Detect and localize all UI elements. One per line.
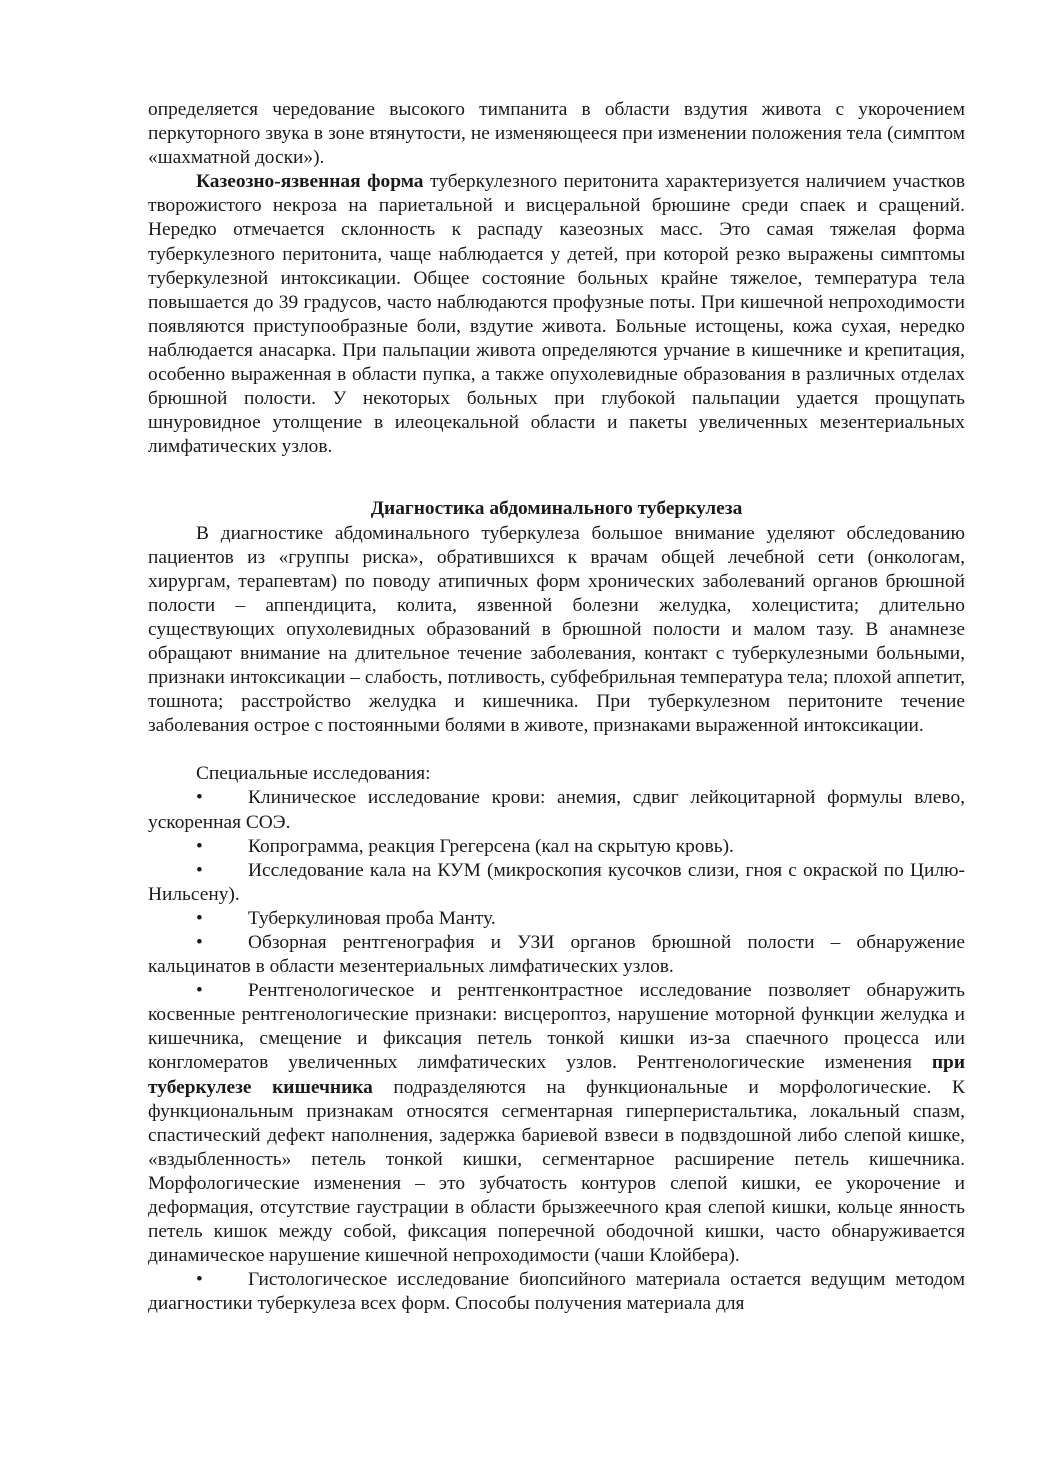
bullet-glyph: • [196, 835, 203, 857]
list-item: • Исследование кала на КУМ (микроскопия кусочков слизи, гноя с окраской по Цилю-Нильсену). [148, 859, 965, 905]
paragraph-diagnostics: В диагностике абдоминального туберкулеза большое внимание уделяют обследованию пациентов из «группы риска», обратившихся к врачам общей лечебной сети (онкологам, хирургам, терапевтам) по поводу атипичных форм хронических заболеваний органов брюшной полости – аппендицита, колита, язвенной болезни желудка, холецистита; длительно существующих опухолевидных образований в брюшной полости и малом тазу. В анамнезе обращают внимание на длительное течение заболевания, контакт с туберкулезными больными, признаки интоксикации – слабость, потливость, субфебрильная температура тела; плохой аппетит, тошнота; расстройство желудка и кишечника. При туберкулезном перитоните течение заболевания острое с постоянными болями в животе, признаками выраженной интоксикации. [148, 522, 965, 737]
list-item: • Копрограмма, реакция Грегерсена (кал на скрытую кровь). [148, 835, 965, 859]
bullet-glyph: • [196, 859, 203, 881]
bullet-glyph: • [196, 980, 203, 1002]
paragraph-caseous-form [148, 170, 965, 459]
spacer [148, 738, 965, 762]
paragraph-caseous-form-text: туберкулезного перитонита характеризуется наличием участков творожистого некроза на париетальной и висцеральной брюшине среди спаек и сращений. Нередко отмечается склонность к распаду казеозных масс. Это самая тяжелая форма туберкулезного перитонита, чаще наблюдается у детей, при которой резко выражены симптомы туберкулезной интоксикации. Общее состояние больных крайне тяжелое, температура тела повышается до 39 градусов, часто наблюдаются профузные поты. При кишечной непроходимости появляются приступообразные боли, вздутие живота. Больные истощены, кожа сухая, нередко наблюдается анасарка. При пальпации живота определяются урчание в кишечнике и крепитация, особенно выраженная в области пупка, а также опухолевидные образования в различных отделах брюшной полости. У некоторых больных при глубокой пальпации удается прощупать шнуровидное утолщение в илеоцекальной области и пакеты увеличенных мезентериальных лимфатических узлов. [148, 171, 966, 458]
list-item: • Обзорная рентгенография и УЗИ органов брюшной полости – обнаружение кальцинатов в области мезентериальных лимфатических узлов. [148, 932, 965, 978]
section-heading: Диагностика абдоминального туберкулеза [370, 498, 743, 520]
paragraph-continuation: определяется чередование высокого тимпанита в области вздутия живота с укорочением перкуторного звука в зоне втянутости, не изменяющееся при изменении положения тела (симптом «шахматной доски»). [148, 99, 965, 169]
bullet-glyph: • [196, 932, 203, 953]
list-item: • Клиническое исследование крови: анемия, сдвиг лейкоцитарной формулы влево, ускоренная СОЭ. [148, 787, 965, 833]
bullet-glyph: • [196, 907, 203, 929]
list-item: • Туберкулиновая проба Манту. [148, 907, 965, 931]
term-intestinal-tb: при туберкулезе кишечника [148, 1052, 965, 1098]
term-caseous-form: Казеозно-язвенная форма [196, 171, 424, 193]
bullet-list [148, 786, 965, 1316]
list-item: • Рентгенологическое и рентгенконтрастное исследование позволяет обнаружить косвенные рентгенологические признаки: висцероптоз, нарушение моторной функции желудка и кишечника, смещение и фиксация петель тонкой кишки из-за спаечного процесса или конгломератов увеличенных лимфатических узлов. Рентгенологические изменения при туберкулезе кишечника подразделяются на функциональные и морфологические. К функциональным признакам относятся сегментарная гиперперистальтика, локальный спазм, спастический дефект наполнения, задержка бариевой взвеси в подвздошной либо слепой кишке, «вздыбленность» петель тонкой кишки, сегментарное расширение петель кишечника. Морфологические изменения – это зубчатость контуров слепой кишки, ее укорочение и деформация, отсутствие гаустрации в области брызжеечного края слепой кишки, кольце янность петель кишок между собой, фиксация поперечной ободочной кишки, часто обнаруживается динамическое нарушение кишечной непроходимости (чаши Клойбера). [148, 980, 965, 1267]
bullet-glyph: • [196, 787, 203, 809]
list-item: • Гистологическое исследование биопсийного материала остается ведущим методом диагностики туберкулеза всех форм. Способы получения материала для [148, 1269, 965, 1315]
bullet-glyph: • [196, 1269, 203, 1291]
special-studies-title: Специальные исследования: [196, 763, 431, 785]
spacer [148, 459, 965, 483]
